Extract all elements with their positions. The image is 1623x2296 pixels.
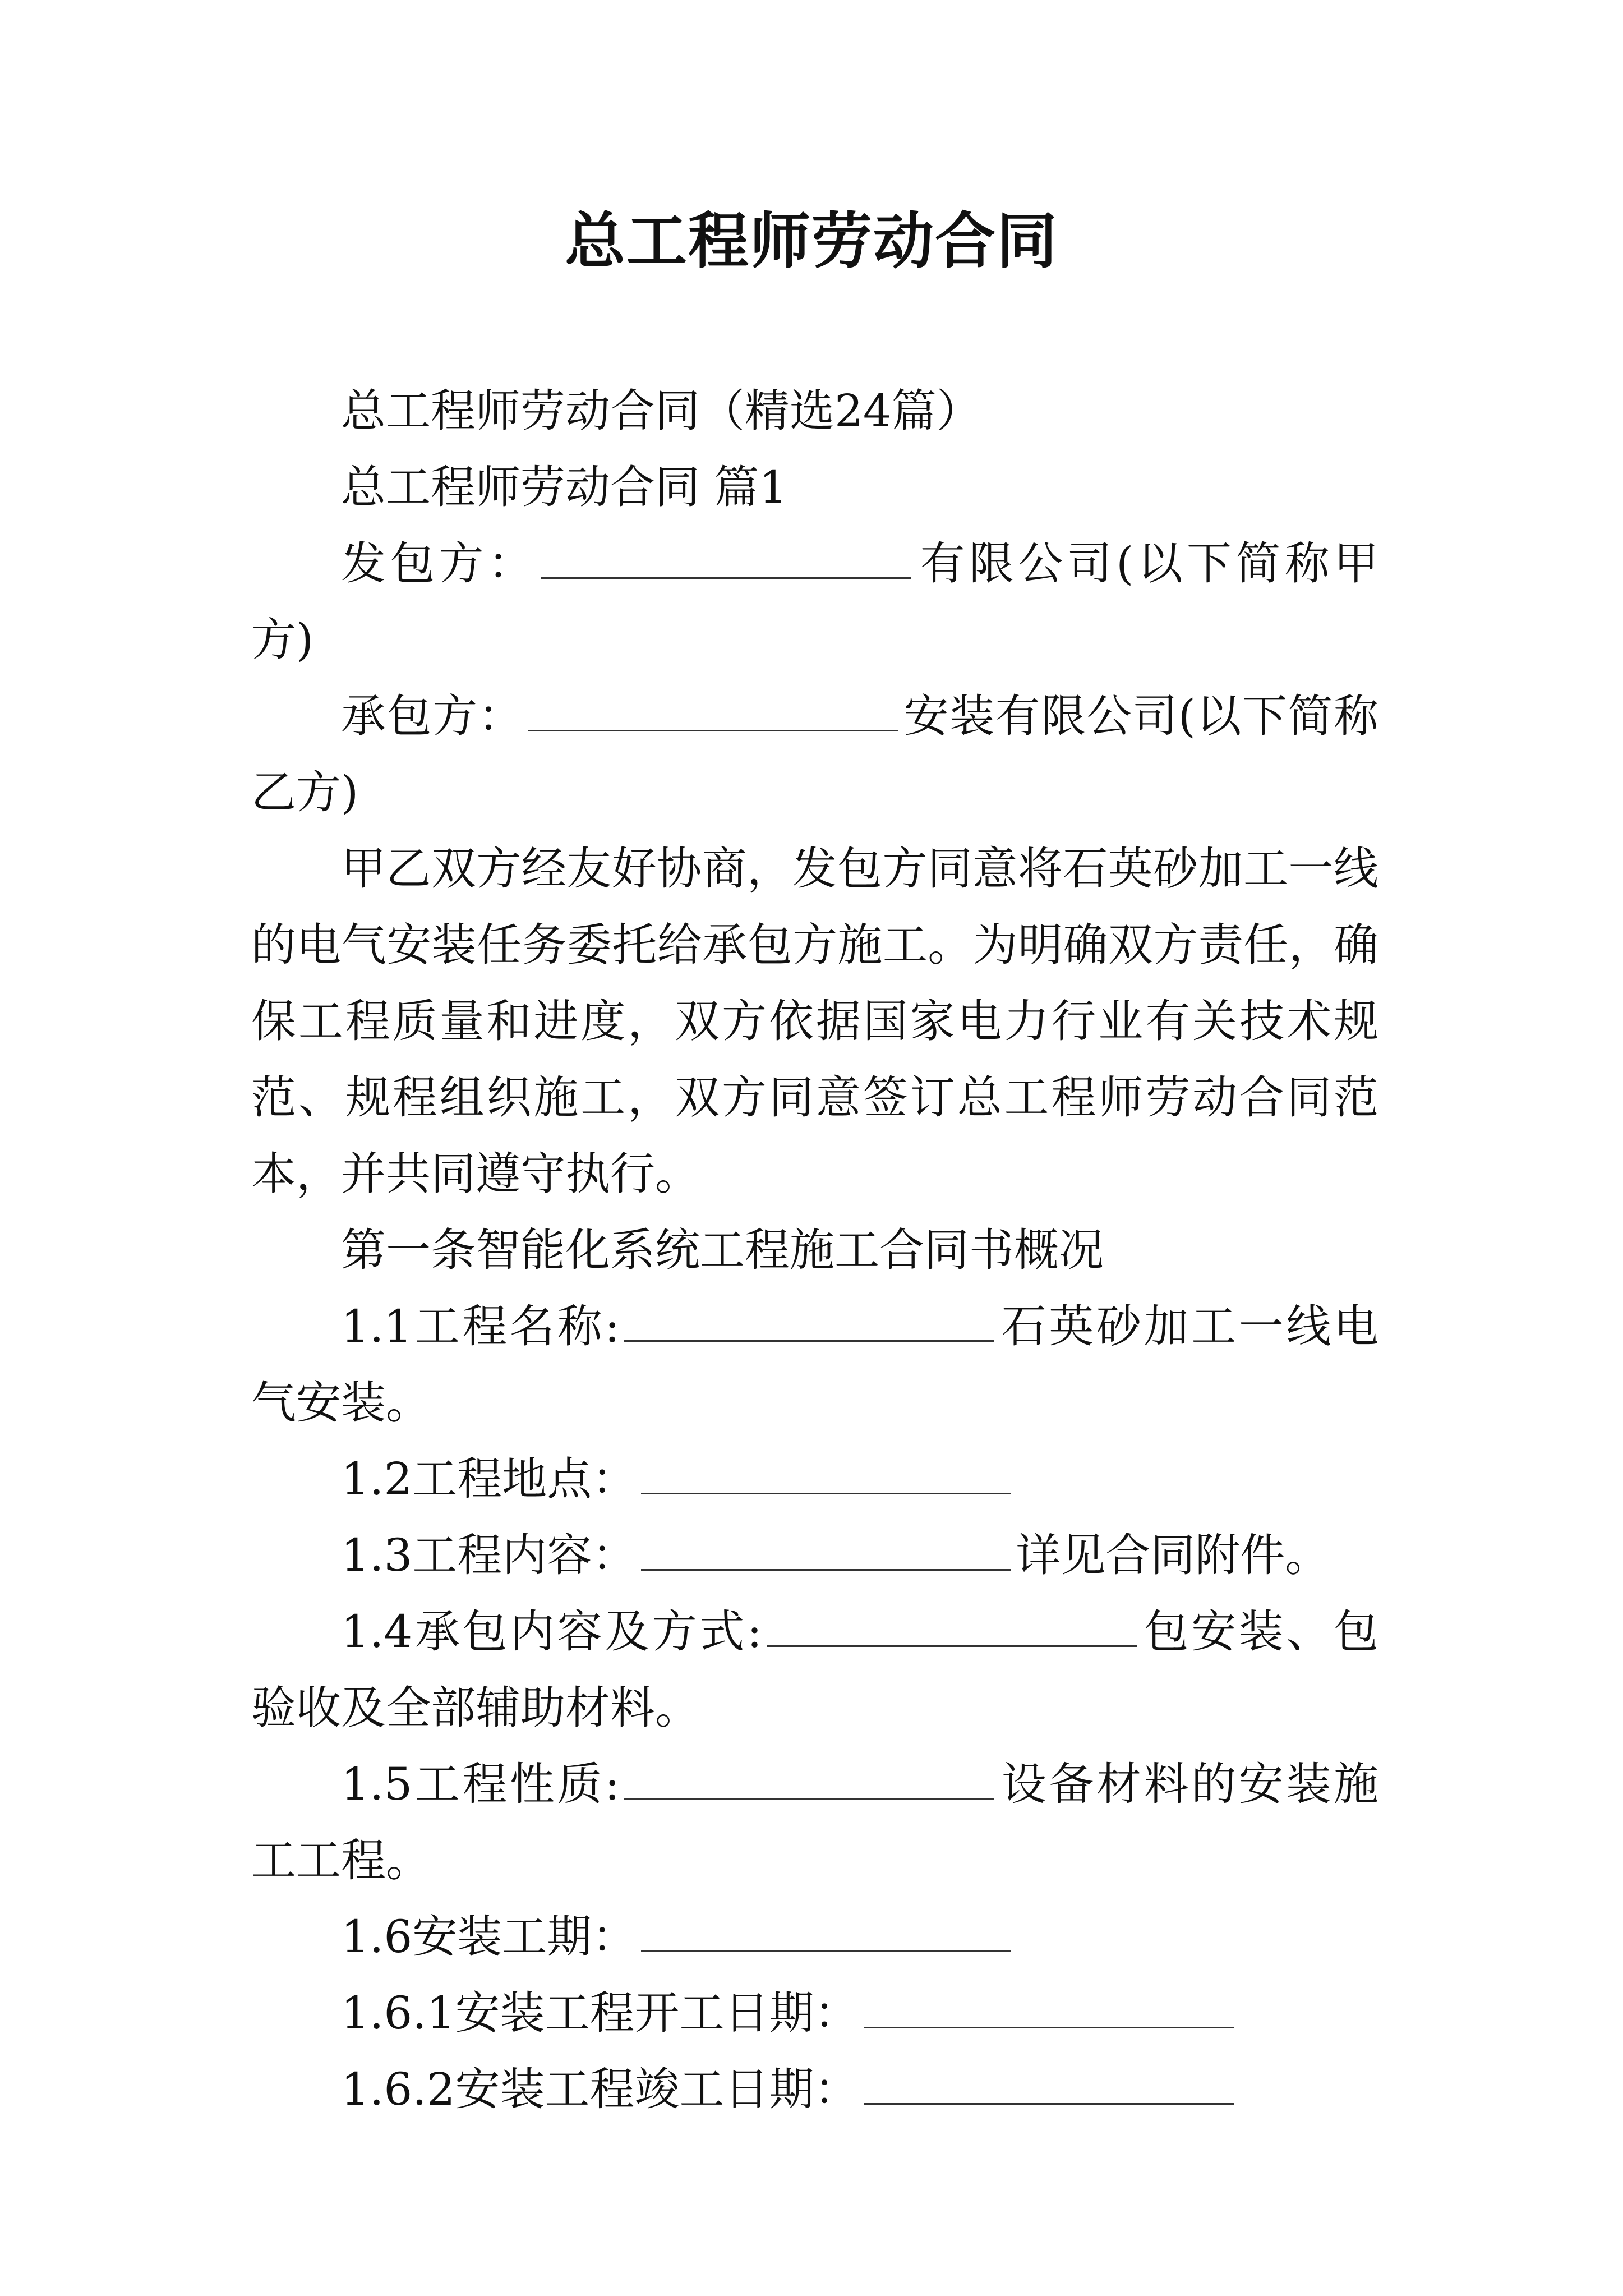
- item-blank-line: [864, 1978, 1234, 2028]
- item-suffix: 石英砂加工一线电气安装。: [251, 1300, 1378, 1429]
- item-blank-line: [641, 1902, 1011, 1952]
- item-suffix: 详见合同附件。: [1016, 1529, 1330, 1581]
- intro-paragraph: 甲乙双方经友好协商，发包方同意将石英砂加工一线的电气安装任务委托给承包方施工。为明确双方责任，确保工程质量和进度，双方依据国家电力行业有关技术规范、规程组织施工，双方同意签订总工程师劳动合同范本，并共同遵守执行。: [251, 843, 1378, 1200]
- item-1-6: [251, 1899, 1378, 1975]
- item-blank-line: [641, 1521, 1011, 1571]
- item-1-1: [251, 1289, 1378, 1441]
- item-1-4: [251, 1594, 1378, 1746]
- party-a-label: 发包方：: [341, 537, 537, 590]
- item-suffix: 设备材料的安装施工工程。: [251, 1758, 1378, 1887]
- item-1-2: [251, 1441, 1378, 1517]
- item-label: 1.1工程名称:: [341, 1300, 620, 1352]
- item-label: 1.6安装工期：: [341, 1911, 637, 1963]
- party-b-label: 承包方：: [341, 690, 524, 742]
- party-b-line: [251, 678, 1378, 831]
- item-label: 1.2工程地点：: [341, 1453, 637, 1505]
- party-a-line: [251, 526, 1378, 678]
- item-1-6-2: [251, 2051, 1378, 2128]
- item-1-3: [251, 1517, 1378, 1594]
- item-blank-line: [624, 1292, 994, 1342]
- item-label: 1.5工程性质:: [341, 1758, 620, 1810]
- item-label: 1.6.1安装工程开工日期：: [341, 1987, 859, 2039]
- item-label: 1.4承包内容及方式:: [341, 1605, 762, 1658]
- item-suffix: 包安装、包验收及全部辅助材料。: [251, 1605, 1379, 1734]
- item-label: 1.3工程内容：: [341, 1529, 637, 1581]
- item-blank-line: [864, 2055, 1234, 2105]
- item-blank-line: [641, 1444, 1011, 1494]
- item-blank-line: [767, 1597, 1137, 1647]
- item-label: 1.6.2安装工程竣工日期：: [341, 2063, 859, 2115]
- document-body: [251, 373, 1378, 2128]
- document-title: 总工程师劳动合同: [564, 206, 1058, 277]
- item-1-6-1: [251, 1975, 1378, 2051]
- party-a-suffix: 有限公司(以下简称甲方): [251, 537, 1379, 666]
- item-1-5: [251, 1746, 1378, 1899]
- article-1-heading: 第一条智能化系统工程施工合同书概况: [341, 1224, 1104, 1276]
- section-heading: 总工程师劳动合同 篇1: [341, 461, 788, 513]
- party-b-blank-line: [528, 682, 898, 731]
- item-blank-line: [624, 1750, 994, 1800]
- party-a-blank-line: [541, 529, 911, 579]
- subtitle-line: 总工程师劳动合同（精选24篇）: [341, 385, 981, 437]
- party-b-suffix: 安装有限公司(以下简称乙方): [251, 690, 1378, 818]
